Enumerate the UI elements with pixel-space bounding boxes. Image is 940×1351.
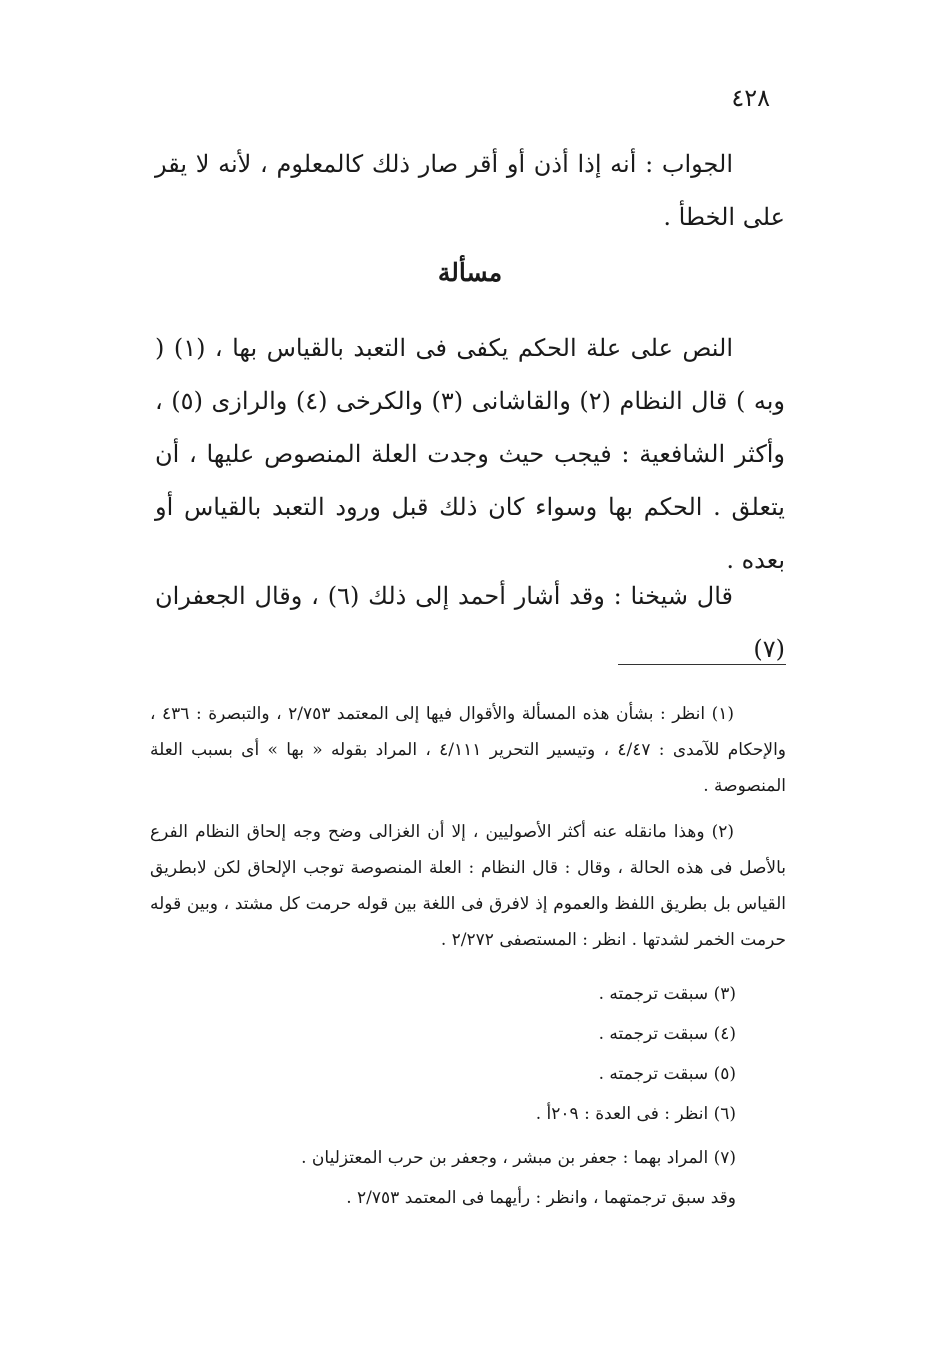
footnote-6: (٦) انظر : فى العدة : ٢٠٩أ . bbox=[535, 1104, 736, 1124]
footnote-1 bbox=[150, 696, 786, 804]
section-heading: مسألة bbox=[437, 258, 503, 287]
footnote-1-text: (١) انظر : بشأن هذه المسألة والأقوال فيها إلى المعتمد ٢/٧٥٣ ، والتبصرة : ٤٣٦ ، والإحكام للآمدى : ٤/٤٧ ، وتيسير التحرير ٤/١١١ ، المراد بقوله « بها » أى بسبب العلة المنصوصة . bbox=[150, 704, 787, 796]
footnote-2-text: (٢) وهذا مانقله عنه أكثر الأصوليين ، إلا أن الغزالى وضح وجه إلحاق النظام الفرع بالأصل فى هذه الحالة ، وقال : قال النظام : العلة المنصوصة توجب الإلحاق لكن لابطريق القياس بل بطريق اللفظ والعموم إذ لافرق فى اللغة بين قوله حرمت كل مشتد ، وبين قوله حرمت الخمر لشدتها . انظر : المستصفى ٢/٢٧٢ . bbox=[150, 822, 786, 950]
main-paragraph-text: النص على علة الحكم يكفى فى التعبد بالقياس بها ، (١) ( وبه ) قال النظام (٢) والقاشانى (٣) والكرخى (٤) والرازى (٥) ، وأكثر الشافعية : فيجب حيث وجدت العلة المنصوص عليها ، أن يتعلق . الحكم بها وسواء كان ذلك قبل ورود التعبد بالقياس أو بعده . bbox=[155, 334, 785, 574]
answer-paragraph bbox=[155, 138, 785, 244]
page-number: ٤٢٨ bbox=[731, 84, 770, 112]
footnote-separator bbox=[618, 664, 786, 665]
sheikh-paragraph bbox=[155, 570, 785, 676]
footnote-7-continuation: وقد سبق ترجمتهما ، وانظر : رأيهما فى المعتمد ٢/٧٥٣ . bbox=[346, 1188, 736, 1208]
footnote-3: (٣) سبقت ترجمته . bbox=[598, 984, 736, 1004]
answer-text: الجواب : أنه إذا أذن أو أقر صار ذلك كالمعلوم ، لأنه لا يقر على الخطأ . bbox=[155, 150, 785, 231]
main-paragraph bbox=[155, 322, 785, 587]
footnote-5: (٥) سبقت ترجمته . bbox=[598, 1064, 736, 1084]
footnote-7: (٧) المراد بهما : جعفر بن مبشر ، وجعفر بن حرب المعتزليان . bbox=[301, 1148, 736, 1168]
sheikh-paragraph-text: قال شيخنا : وقد أشار أحمد إلى ذلك (٦) ، وقال الجعفران (٧) bbox=[155, 582, 785, 663]
footnote-4: (٤) سبقت ترجمته . bbox=[598, 1024, 736, 1044]
footnote-2 bbox=[150, 814, 786, 958]
